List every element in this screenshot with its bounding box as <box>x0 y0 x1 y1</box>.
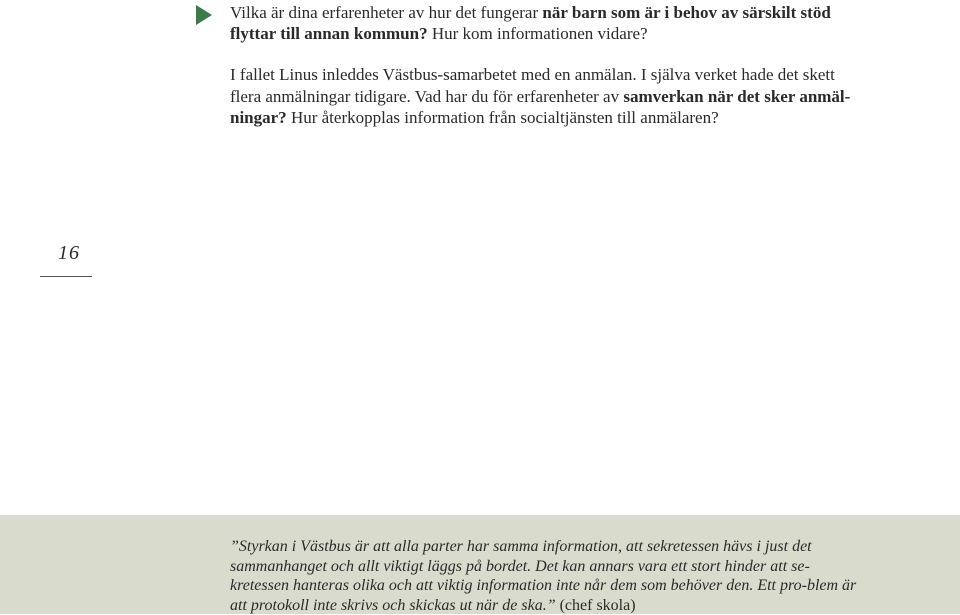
page-number-rule <box>40 276 92 277</box>
quote-block <box>230 537 860 615</box>
quote-attribution: (chef skola) <box>555 596 636 614</box>
case-emphasis: samverkan när det sker anmäl-ningar? <box>230 86 851 127</box>
question-text: Vilka är dina erfarenheter av hur det fungerar <box>230 3 543 22</box>
case-followup: Hur återkopplas information från socialtjänsten till anmälaren? <box>286 108 719 127</box>
case-paragraph <box>230 64 860 129</box>
case-text: I fallet Linus inleddes Västbus-samarbetet med en anmälan. I själva verket hade det skett flera anmälningar tidigare. Vad har du för erfarenheter av <box>230 65 835 106</box>
question-followup: Hur kom informationen vidare? <box>427 24 648 43</box>
quote-text: ”Styrkan i Västbus är att alla parter har samma information, att sekretessen hävs i just det sammanhanget och allt viktigt läggs på bordet. Det kan annars vara ett stort hinder att se-kretessen hanteras olika och att viktig information inte når dem som behöver den. Ett pro-blem är att protokoll inte skrivs och skickas ut när de ska.” <box>230 538 857 614</box>
reflection-question <box>230 2 860 44</box>
page-number: 16 <box>58 242 80 264</box>
question-emphasis: när barn som är i behov av särskilt stöd flyttar till annan kommun? <box>230 3 831 43</box>
triangle-arrow-icon <box>196 5 212 25</box>
quote-panel <box>0 515 960 614</box>
